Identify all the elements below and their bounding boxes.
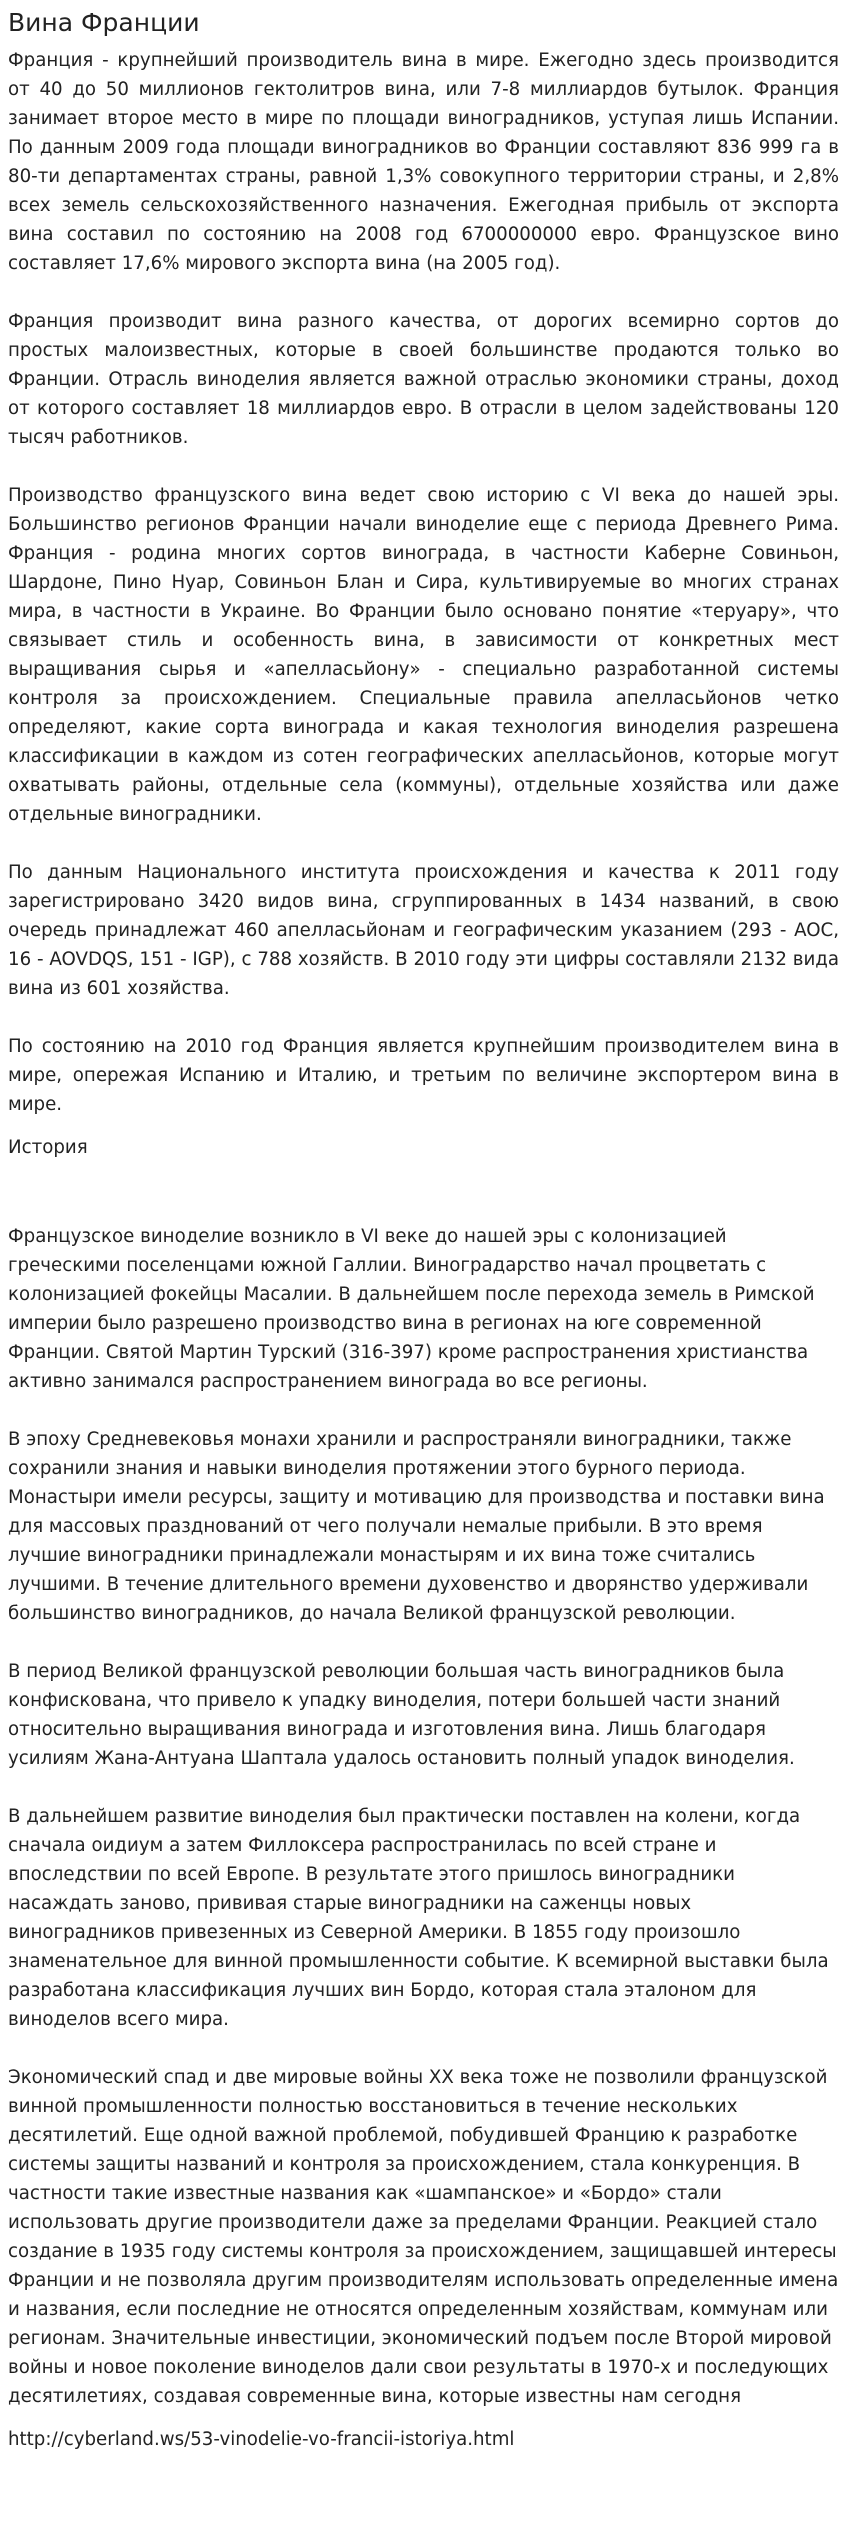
intro-paragraph-3: Производство французского вина ведет свою историю с VI века до нашей эры. Большинство регионов Франции начали виноделие еще с периода Древнего Рима. Франция - родина многих сортов винограда, в частности Каберне Совиньон, Шардоне, Пино Нуар, Совиньон Блан и Сира, культивируемые во многих странах мира, в частности в Украине. Во Франции было основано понятие «теруару», что связывает стиль и особенность вина, в зависимости от конкретных мест выращивания сырья и «апелласьйону» - специально разработанной системы контроля за происхождением. Специальные правила апелласьйонов четко определяют, какие сорта винограда и какая технология виноделия разрешена классификации в каждом из сотен географических апелласьйонов, которые могут охватывать районы, отдельные села (коммуны), отдельные хозяйства или даже отдельные виноградники. <box>8 485 839 825</box>
history-paragraph-2: В эпоху Средневековья монахи хранили и распространяли виноградники, также сохранили знания и навыки виноделия протяжении этого бурного периода. Монастыри имели ресурсы, защиту и мотивацию для производства и поставки вина для массовых празднований от чего получали немалые прибыли. В это время лучшие виноградники принадлежали монастырям и их вина тоже считались лучшими. В течение длительного времени духовенство и дворянство удерживали большинство виноградников, до начала Великой французской революции. <box>8 1429 825 1624</box>
section-spacer <box>8 1119 839 1133</box>
source-url: http://cyberland.ws/53-vinodelie-vo-francii-istoriya.html <box>8 2429 515 2450</box>
paragraph-spacer <box>8 278 839 307</box>
paragraph-spacer <box>8 829 839 858</box>
section-title-history: История <box>8 1137 88 1158</box>
intro-paragraph-2: Франция производит вина разного качества, от дорогих всемирно сортов до простых малоизвестных, которые в своей большинстве продаются только во Франции. Отрасль виноделия является важной отраслью экономики страны, доход от которого составляет 18 миллиардов евро. В отрасли в целом задействованы 120 тысяч работников. <box>8 311 839 448</box>
paragraph-spacer <box>8 1773 839 1802</box>
page-title: Вина Франции <box>8 8 200 37</box>
history-paragraph-3: В период Великой французской революции большая часть виноградников была конфискована, что привело к упадку виноделия, потери большей части знаний относительно выращивания винограда и изготовления вина. Лишь благодаря усилиям Жана-Антуана Шаптала удалось остановить полный упадок виноделия. <box>8 1661 795 1769</box>
intro-paragraph-5: По состоянию на 2010 год Франция является крупнейшим производителем вина в мире, опережая Испанию и Италию, и третьим по величине экспортером вина в мире. <box>8 1036 839 1115</box>
history-paragraph-4: В дальнейшем развитие виноделия был практически поставлен на колени, когда сначала оидиум а затем Филлоксера распространилась по всей стране и впоследствии по всей Европе. В результате этого пришлось виноградники насаждать заново, прививая старые виноградники на саженцы новых виноградников привезенных из Северной Америки. В 1855 году произошло знаменательное для винной промышленности событие. К всемирной выставки была разработана классификация лучших вин Бордо, которая стала эталоном для виноделов всего мира. <box>8 1806 829 2030</box>
paragraph-spacer <box>8 2034 839 2063</box>
section-spacer <box>8 2411 839 2425</box>
intro-paragraph-1: Франция - крупнейший производитель вина в мире. Ежегодно здесь производится от 40 до 50 миллионов гектолитров вина, или 7-8 миллиардов бутылок. Франция занимает второе место в мире по площади виноградников, уступая лишь Испании. По данным 2009 года площади виноградников во Франции составляют 836 999 га в 80-ти департаментах страны, равной 1,3% совокупного территории страны, и 2,8% всех земель сельскохозяйственного назначения. Ежегодная прибыль от экспорта вина составил по состоянию на 2008 год 6700000000 евро. Французское вино составляет 17,6% мирового экспорта вина (на 2005 год). <box>8 50 839 274</box>
section-spacer <box>8 1162 839 1222</box>
history-paragraph-5: Экономический спад и две мировые войны XX века тоже не позволили французской винной промышленности полностью восстановиться в течение нескольких десятилетий. Еще одной важной проблемой, побудившей Францию к разработке системы защиты названий и контроля за происхождением, стала конкуренция. В частности такие известные названия как «шампанское» и «Бордо» стали использовать другие производители даже за пределами Франции. Реакцией стало создание в 1935 году системы контроля за происхождением, защищавшей интересы Франции и не позволяла другим производителям использовать определенные имена и названия, если последние не относятся определенным хозяйствам, коммунам или регионам. Значительные инвестиции, экономический подъем после Второй мировой войны и новое поколение виноделов дали свои результаты в 1970-х и последующих десятилетиях, создавая современные вина, которые известны нам сегодня <box>8 2067 839 2407</box>
paragraph-spacer <box>8 1396 839 1425</box>
paragraph-spacer <box>8 1628 839 1657</box>
paragraph-spacer <box>8 452 839 481</box>
intro-paragraph-4: По данным Национального института происхождения и качества к 2011 году зарегистрировано 3420 видов вина, сгруппированных в 1434 названий, в свою очередь принадлежат 460 апелласьйонам и географическим указанием (293 - AOC, 16 - AOVDQS, 151 - IGP), с 788 хозяйств. В 2010 году эти цифры составляли 2132 вида вина из 601 хозяйства. <box>8 862 839 999</box>
paragraph-spacer <box>8 1003 839 1032</box>
history-paragraph-1: Французское виноделие возникло в VI веке до нашей эры с колонизацией греческими поселенцами южной Галлии. Виноградарство начал процветать с колонизацией фокейцы Масалии. В дальнейшем после перехода земель в Римской империи было разрешено производство вина в регионах на юге современной Франции. Святой Мартин Турский (316-397) кроме распространения христианства активно занимался распространением винограда во все регионы. <box>8 1226 815 1392</box>
